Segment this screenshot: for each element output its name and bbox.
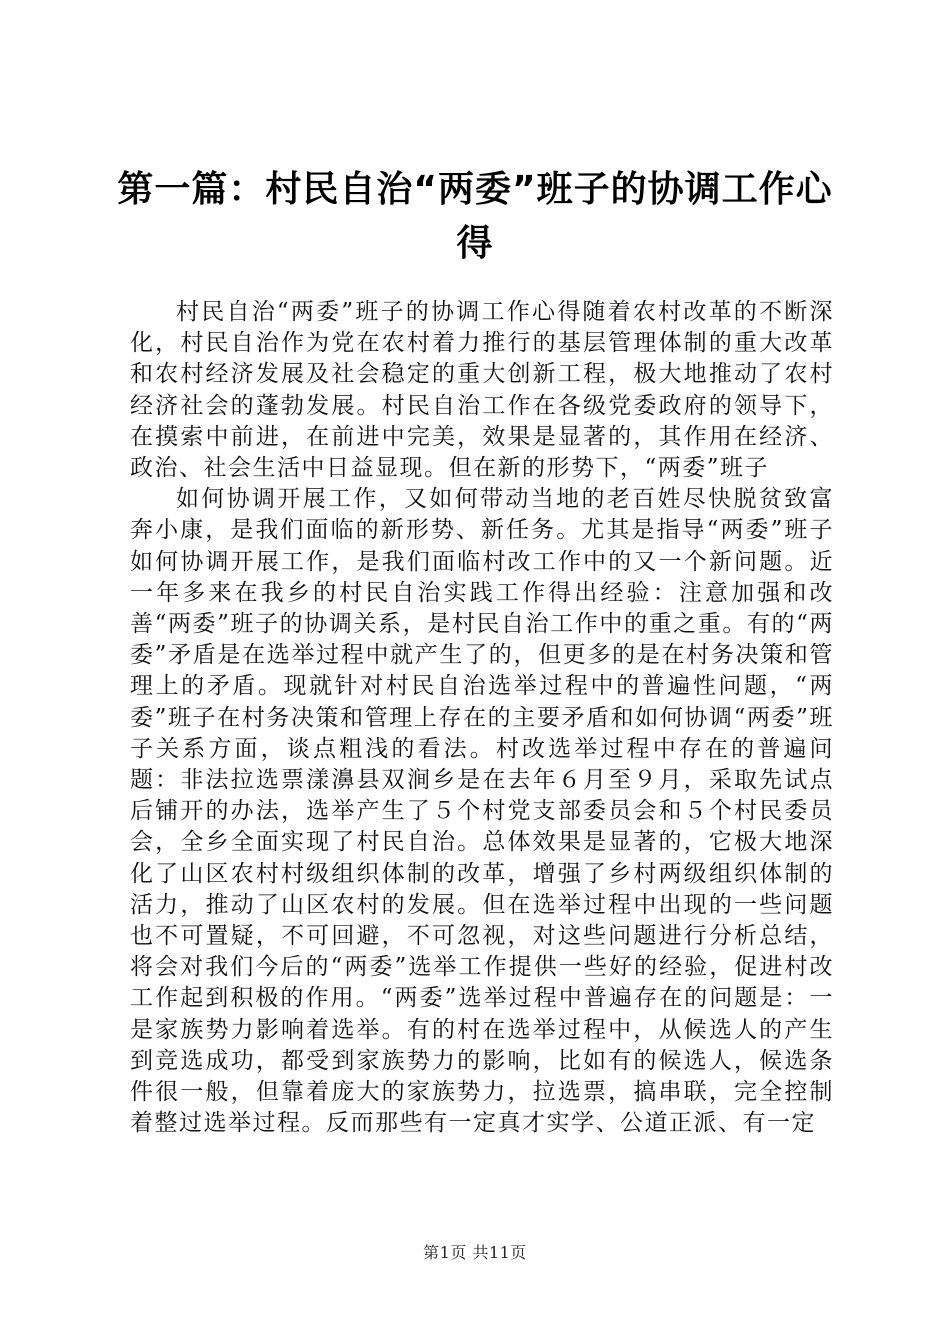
page-number-footer: 第1页 共11页 bbox=[423, 1243, 527, 1262]
document-body bbox=[130, 297, 834, 1139]
document-title: 第一篇：村民自治“两委”班子的协调工作心得 bbox=[117, 169, 833, 264]
paragraph: 村民自治“两委”班子的协调工作心得随着农村改革的不断深化，村民自治作为党在农村着力推行的基层管理体制的重大改革和农村经济发展及社会稳定的重大创新工程，极大地推动了农村经济社会的蓬勃发展。村民自治工作在各级党委政府的领导下，在摸索中前进，在前进中完美，效果是显著的，其作用在经济、政治、社会生活中日益显现。但在新的形势下，“两委”班子 bbox=[130, 299, 834, 482]
paragraph: 如何协调开展工作，又如何带动当地的老百姓尽快脱贫致富奔小康，是我们面临的新形势、新任务。尤其是指导“两委”班子如何协调开展工作，是我们面临村改工作中的又一个新问题。近一年多来在我乡的村民自治实践工作得出经验：注意加强和改善“两委”班子的协调关系，是村民自治工作中的重之重。有的“两委”矛盾是在选举过程中就产生了的，但更多的是在村务决策和管理上的矛盾。现就针对村民自治选举过程中的普遍性问题，“两委”班子在村务决策和管理上存在的主要矛盾和如何协调“两委”班子关系方面，谈点粗浅的看法。村改选举过程中存在的普遍问题：非法拉选票漾濞县双涧乡是在去年６月至９月，采取先试点后铺开的办法，选举产生了５个村党支部委员会和５个村民委员会，全乡全面实现了村民自治。总体效果是显著的，它极大地深化了山区农村村级组织体制的改革，增强了乡村两级组织体制的活力，推动了山区农村的发展。但在选举过程中出现的一些问题也不可置疑，不可回避，不可忽视，对这些问题进行分析总结，将会对我们今后的“两委”选举工作提供一些好的经验，促进村改工作起到积极的作用。“两委”选举过程中普遍存在的问题是：一是家族势力影响着选举。有的村在选举过程中，从候选人的产生到竞选成功，都受到家族势力的影响，比如有的候选人，候选条件很一般，但靠着庞大的家族势力，拉选票，搞串联，完全控制着整过选举过程。反而那些有一定真才实学、公道正派、有一定 bbox=[130, 486, 834, 1137]
